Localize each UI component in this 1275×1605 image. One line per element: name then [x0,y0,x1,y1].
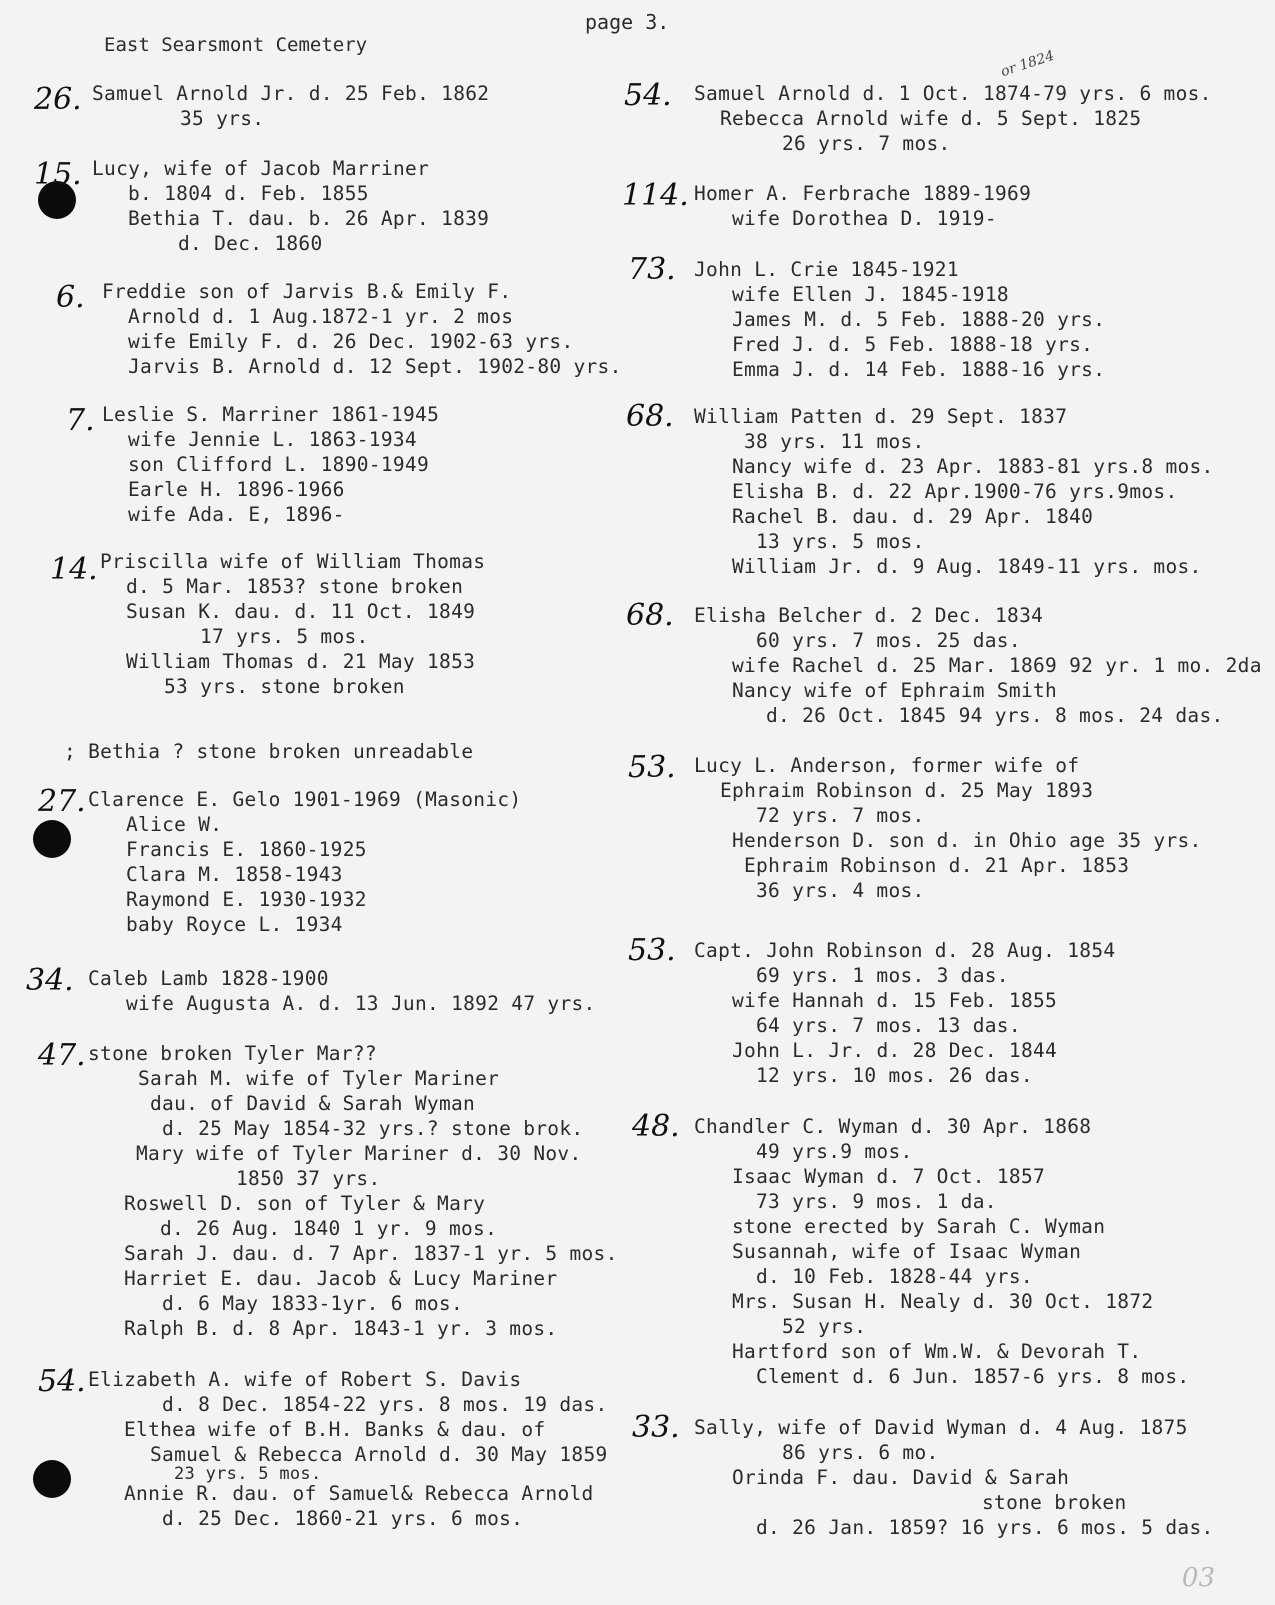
entry-line: Susannah, wife of Isaac Wyman [732,1240,1082,1263]
plot-number: 53. [628,933,676,968]
entry-line: baby Royce L. 1934 [126,913,343,936]
corner-mark: 03 [1181,1563,1215,1593]
entry-line: Samuel & Rebecca Arnold d. 30 May 1859 [150,1443,608,1466]
entry-line: 13 yrs. 5 mos. [756,530,925,553]
plot-number: 7. [66,403,95,438]
entry-line: stone erected by Sarah C. Wyman [732,1215,1106,1238]
entry-line: 38 yrs. 11 mos. [744,430,925,453]
entry-line: d. 10 Feb. 1828-44 yrs. [756,1265,1033,1288]
entry-line: Sarah J. dau. d. 7 Apr. 1837-1 yr. 5 mos. [124,1242,618,1265]
punch-hole-bottom [33,1460,71,1498]
entry-line: Susan K. dau. d. 11 Oct. 1849 [126,600,476,623]
entry-line: wife Ada. E, 1896- [128,503,345,526]
entry-line: 60 yrs. 7 mos. 25 das. [756,629,1021,652]
entry-line: Henderson D. son d. in Ohio age 35 yrs. [732,829,1202,852]
entry-line: John L. Crie 1845-1921 [694,258,959,281]
entry-line: James M. d. 5 Feb. 1888-20 yrs. [732,308,1106,331]
entry-line: Fred J. d. 5 Feb. 1888-18 yrs. [732,333,1094,356]
entry-line: d. 26 Aug. 1840 1 yr. 9 mos. [160,1217,498,1240]
plot-number: 33. [632,1410,680,1445]
entry-line: b. 1804 d. Feb. 1855 [128,182,369,205]
cemetery-title: East Searsmont Cemetery [104,34,368,56]
entry-line: Raymond E. 1930-1932 [126,888,367,911]
entry-line: 52 yrs. [782,1315,867,1338]
entry-line: Chandler C. Wyman d. 30 Apr. 1868 [694,1115,1092,1138]
entry-line: Sarah M. wife of Tyler Mariner [138,1067,500,1090]
entry-line: Hartford son of Wm.W. & Devorah T. [732,1340,1142,1363]
entry-line: 1850 37 yrs. [236,1167,381,1190]
entry-line: Mary wife of Tyler Mariner d. 30 Nov. [136,1142,582,1165]
entry-line: William Thomas d. 21 May 1853 [126,650,476,673]
entry-line: Caleb Lamb 1828-1900 [88,967,329,990]
entry-line: Lucy, wife of Jacob Marriner [92,157,430,180]
entry-line: Nancy wife d. 23 Apr. 1883-81 yrs.8 mos. [732,455,1214,478]
plot-number: 6. [56,280,85,315]
entry-line: Isaac Wyman d. 7 Oct. 1857 [732,1165,1046,1188]
entry-line: Elizabeth A. wife of Robert S. Davis [88,1368,522,1391]
entry-line: d. 26 Oct. 1845 94 yrs. 8 mos. 24 das. [766,704,1224,727]
entry-line: wife Hannah d. 15 Feb. 1855 [732,989,1058,1012]
entry-line: 36 yrs. 4 mos. [756,879,925,902]
entry-line: d. 25 Dec. 1860-21 yrs. 6 mos. [162,1507,524,1530]
plot-number: 26. [34,82,82,117]
entry-line: William Patten d. 29 Sept. 1837 [694,405,1068,428]
plot-number: 73. [628,252,676,287]
entry-line: Priscilla wife of William Thomas [100,550,486,573]
entry-line: 73 yrs. 9 mos. 1 da. [756,1190,997,1213]
entry-line: Clarence E. Gelo 1901-1969 (Masonic) [88,788,522,811]
entry-line: Sally, wife of David Wyman d. 4 Aug. 1875 [694,1416,1188,1439]
entry-line: Mrs. Susan H. Nealy d. 30 Oct. 1872 [732,1290,1154,1313]
entry-line: dau. of David & Sarah Wyman [150,1092,476,1115]
entry-line: Annie R. dau. of Samuel& Rebecca Arnold [124,1482,594,1505]
entry-line: Ephraim Robinson d. 21 Apr. 1853 [744,854,1130,877]
entry-line: Roswell D. son of Tyler & Mary [124,1192,486,1215]
entry-line: 72 yrs. 7 mos. [756,804,925,827]
plot-number: 34. [26,963,74,998]
entry-line: 69 yrs. 1 mos. 3 das. [756,964,1009,987]
entry-line: 53 yrs. stone broken [164,675,405,698]
entry-line: stone broken [982,1491,1127,1514]
plot-number: 47. [38,1038,86,1073]
entry-line: Ephraim Robinson d. 25 May 1893 [720,779,1094,802]
entry-line: Elisha B. d. 22 Apr.1900-76 yrs.9mos. [732,480,1178,503]
entry-line: d. 6 May 1833-1yr. 6 mos. [162,1292,463,1315]
entry-line: Bethia T. dau. b. 26 Apr. 1839 [128,207,490,230]
entry-line: Orinda F. dau. David & Sarah [732,1466,1070,1489]
entry-line: wife Jennie L. 1863-1934 [128,428,417,451]
margin-note: or 1824 [998,47,1057,81]
entry-line: d. 5 Mar. 1853? stone broken [126,575,464,598]
page-number: page 3. [585,10,670,34]
plot-number: 48. [632,1109,680,1144]
plot-number: 54. [624,78,672,113]
plot-number: 27. [38,784,86,819]
entry-line: Arnold d. 1 Aug.1872-1 yr. 2 mos [128,305,514,328]
entry-line: 35 yrs. [180,107,265,130]
entry-line: Homer A. Ferbrache 1889-1969 [694,182,1032,205]
entry-line: wife Augusta A. d. 13 Jun. 1892 47 yrs. [126,992,596,1015]
entry-line: Nancy wife of Ephraim Smith [732,679,1058,702]
entry-line: wife Rachel d. 25 Mar. 1869 92 yr. 1 mo. 2da [732,654,1262,677]
entry-line: Francis E. 1860-1925 [126,838,367,861]
entry-line: Leslie S. Marriner 1861-1945 [102,403,440,426]
plot-number: 68. [626,399,674,434]
entry-line: Earle H. 1896-1966 [128,478,345,501]
entry-line: Rebecca Arnold wife d. 5 Sept. 1825 [720,107,1142,130]
entry-line: Clara M. 1858-1943 [126,863,343,886]
entry-line: wife Dorothea D. 1919- [732,207,997,230]
plot-number: 53. [628,750,676,785]
entry-line: Elisha Belcher d. 2 Dec. 1834 [694,604,1044,627]
entry-line: Samuel Arnold Jr. d. 25 Feb. 1862 [92,82,490,105]
entry-line: d. 8 Dec. 1854-22 yrs. 8 mos. 19 das. [162,1393,608,1416]
entry-line: 64 yrs. 7 mos. 13 das. [756,1014,1021,1037]
entry-line: Capt. John Robinson d. 28 Aug. 1854 [694,939,1116,962]
entry-line: Ralph B. d. 8 Apr. 1843-1 yr. 3 mos. [124,1317,558,1340]
entry-line: 49 yrs.9 mos. [756,1140,913,1163]
entry-line: ; Bethia ? stone broken unreadable [64,740,474,763]
plot-number: 68. [626,598,674,633]
entry-line: 26 yrs. 7 mos. [782,132,951,155]
entry-line: Alice W. [126,813,223,836]
entry-line: Clement d. 6 Jun. 1857-6 yrs. 8 mos. [756,1365,1190,1388]
entry-line: son Clifford L. 1890-1949 [128,453,429,476]
entry-line: d. 25 May 1854-32 yrs.? stone brok. [162,1117,584,1140]
entry-line: stone broken Tyler Mar?? [88,1042,377,1065]
entry-line: 23 yrs. 5 mos. [174,1464,322,1484]
entry-line: Rachel B. dau. d. 29 Apr. 1840 [732,505,1094,528]
entry-line: 86 yrs. 6 mo. [782,1441,939,1464]
punch-hole-middle [33,820,71,858]
entry-line: Harriet E. dau. Jacob & Lucy Mariner [124,1267,558,1290]
plot-number: 54. [38,1364,86,1399]
entry-line: Samuel Arnold d. 1 Oct. 1874-79 yrs. 6 mos. [694,82,1212,105]
plot-number: 114. [622,178,689,213]
entry-line: John L. Jr. d. 28 Dec. 1844 [732,1039,1058,1062]
entry-line: d. 26 Jan. 1859? 16 yrs. 6 mos. 5 das. [756,1516,1214,1539]
entry-line: d. Dec. 1860 [178,232,323,255]
entry-line: Jarvis B. Arnold d. 12 Sept. 1902-80 yrs. [128,355,622,378]
plot-number: 14. [50,552,98,587]
entry-line: William Jr. d. 9 Aug. 1849-11 yrs. mos. [732,555,1202,578]
entry-line: Emma J. d. 14 Feb. 1888-16 yrs. [732,358,1106,381]
plot-number: 15. [34,157,82,192]
entry-line: Elthea wife of B.H. Banks & dau. of [124,1418,546,1441]
entry-line: Freddie son of Jarvis B.& Emily F. [102,280,512,303]
entry-line: wife Emily F. d. 26 Dec. 1902-63 yrs. [128,330,574,353]
entry-line: 12 yrs. 10 mos. 26 das. [756,1064,1033,1087]
entry-line: wife Ellen J. 1845-1918 [732,283,1009,306]
entry-line: 17 yrs. 5 mos. [200,625,369,648]
entry-line: Lucy L. Anderson, former wife of [694,754,1080,777]
